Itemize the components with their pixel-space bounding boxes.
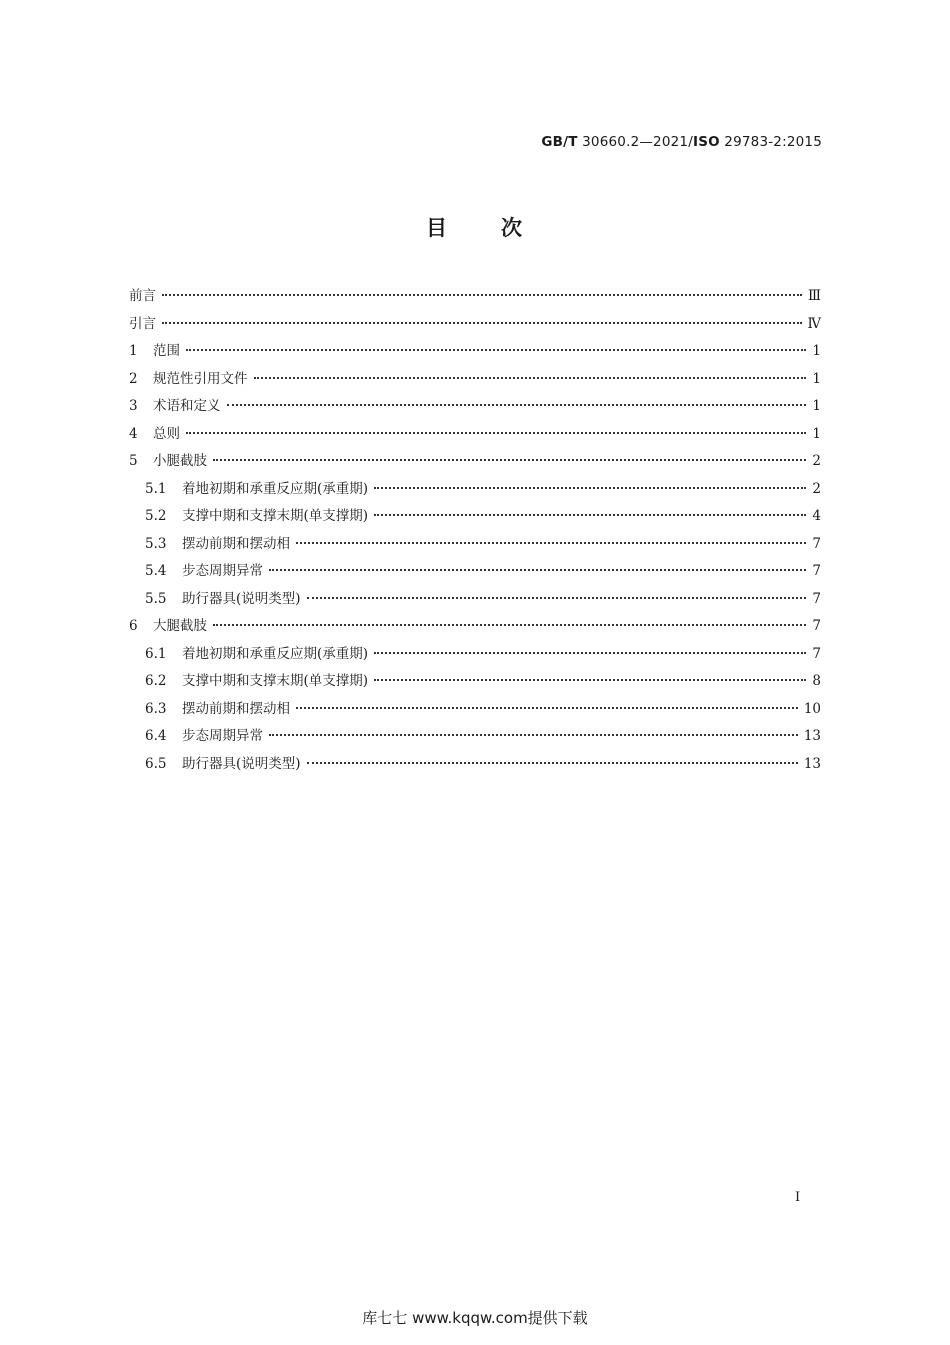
toc-entry-page: 7 xyxy=(812,618,821,634)
toc-leader-dots xyxy=(186,432,806,434)
toc-entry-label: 支撑中期和支撑末期(单支撑期) xyxy=(182,673,369,689)
page-number: I xyxy=(795,1190,801,1205)
toc-entry-number: 6.3 xyxy=(145,700,167,717)
toc-entry-number: 4 xyxy=(129,425,138,442)
toc-entry-label: 范围 xyxy=(153,343,180,359)
toc-leader-dots xyxy=(213,459,806,461)
toc-leader-dots xyxy=(374,487,806,489)
toc-entry-label: 助行器具(说明类型) xyxy=(182,590,301,607)
toc-entry[interactable] xyxy=(129,422,821,450)
table-of-contents xyxy=(129,284,821,779)
toc-entry-page: 1 xyxy=(812,398,821,414)
toc-leader-dots xyxy=(254,377,807,379)
toc-entry-label: 支撑中期和支撑末期(单支撑期) xyxy=(182,508,369,524)
standard-prefix: GB/T xyxy=(541,134,578,150)
toc-entry-page: 7 xyxy=(812,590,821,607)
toc-entry-number: 2 xyxy=(129,370,138,387)
toc-entry-label: 引言 xyxy=(129,315,156,332)
toc-entry-page: 1 xyxy=(812,425,821,442)
toc-entry[interactable] xyxy=(129,669,821,697)
footer-watermark: 库七七 www.kqqw.com提供下载 xyxy=(362,1309,588,1327)
toc-entry-label: 小腿截肢 xyxy=(153,453,207,469)
toc-leader-dots xyxy=(307,597,807,599)
toc-leader-dots xyxy=(213,624,806,626)
toc-leader-dots xyxy=(374,652,806,654)
toc-entry-label: 摆动前期和摆动相 xyxy=(182,535,290,552)
title-char-2: 次 xyxy=(501,216,524,240)
iso-code: 29783-2:2015 xyxy=(719,134,822,150)
toc-entry-label: 术语和定义 xyxy=(153,398,221,414)
toc-entry[interactable] xyxy=(129,752,821,780)
toc-entry-page: Ⅲ xyxy=(807,288,821,304)
toc-entry-label: 大腿截肢 xyxy=(153,618,207,634)
toc-leader-dots xyxy=(374,514,806,516)
toc-leader-dots xyxy=(374,679,806,681)
toc-entry-page: 10 xyxy=(803,700,821,717)
toc-entry-number: 6.1 xyxy=(145,645,167,662)
toc-entry-page: 8 xyxy=(812,673,821,689)
toc-entry[interactable] xyxy=(129,532,821,560)
toc-entry-page: 1 xyxy=(812,343,821,359)
toc-leader-dots xyxy=(227,404,807,406)
toc-entry[interactable] xyxy=(129,339,821,367)
toc-entry[interactable] xyxy=(129,587,821,615)
title-char-1: 目 xyxy=(426,216,449,240)
toc-entry-number: 6.2 xyxy=(145,673,167,689)
toc-entry[interactable] xyxy=(129,642,821,670)
toc-leader-dots xyxy=(296,707,798,709)
toc-leader-dots xyxy=(296,542,806,544)
toc-entry-number: 1 xyxy=(129,343,138,359)
toc-entry-page: 4 xyxy=(812,508,821,524)
toc-entry-label: 助行器具(说明类型) xyxy=(182,755,301,772)
toc-entry-label: 着地初期和承重反应期(承重期) xyxy=(182,645,369,662)
toc-leader-dots xyxy=(162,322,802,324)
toc-entry-label: 规范性引用文件 xyxy=(153,370,248,387)
page-title xyxy=(0,212,950,242)
toc-entry-number: 5.2 xyxy=(145,508,167,524)
toc-entry-label: 摆动前期和摆动相 xyxy=(182,700,290,717)
toc-entry[interactable] xyxy=(129,449,821,477)
toc-entry-number: 3 xyxy=(129,398,138,414)
toc-entry-page: 7 xyxy=(812,645,821,662)
toc-entry-number: 5.5 xyxy=(145,590,167,607)
toc-leader-dots xyxy=(186,349,806,351)
toc-entry-label: 步态周期异常 xyxy=(182,563,263,579)
toc-entry-page: 7 xyxy=(812,563,821,579)
toc-entry-number: 6.5 xyxy=(145,755,167,772)
toc-entry-page: 2 xyxy=(812,480,821,497)
toc-leader-dots xyxy=(269,569,806,571)
standard-code: 30660.2—2021/ xyxy=(577,134,693,150)
toc-entry[interactable] xyxy=(129,504,821,532)
toc-entry-number: 5.1 xyxy=(145,480,167,497)
toc-leader-dots xyxy=(269,734,798,736)
iso-prefix: ISO xyxy=(692,134,720,150)
toc-entry[interactable] xyxy=(129,614,821,642)
toc-entry-page: 13 xyxy=(803,755,821,772)
toc-entry[interactable] xyxy=(129,697,821,725)
toc-entry[interactable] xyxy=(129,559,821,587)
toc-entry-page: 2 xyxy=(812,453,821,469)
toc-entry-number: 6.4 xyxy=(145,728,167,744)
toc-entry-page: Ⅳ xyxy=(807,315,821,332)
toc-entry-label: 总则 xyxy=(153,425,180,442)
toc-leader-dots xyxy=(162,294,802,296)
toc-entry-number: 6 xyxy=(129,618,138,634)
toc-entry-page: 1 xyxy=(812,370,821,387)
toc-entry-label: 步态周期异常 xyxy=(182,728,263,744)
toc-entry[interactable] xyxy=(129,367,821,395)
toc-entry-label: 着地初期和承重反应期(承重期) xyxy=(182,480,369,497)
toc-entry-number: 5.3 xyxy=(145,535,167,552)
toc-entry[interactable] xyxy=(129,477,821,505)
toc-entry-number: 5 xyxy=(129,453,138,469)
toc-entry-number: 5.4 xyxy=(145,563,167,579)
toc-entry-page: 13 xyxy=(803,728,821,744)
toc-leader-dots xyxy=(307,762,798,764)
toc-entry[interactable] xyxy=(129,394,821,422)
toc-entry[interactable] xyxy=(129,284,821,312)
toc-entry-label: 前言 xyxy=(129,288,156,304)
toc-entry[interactable] xyxy=(129,724,821,752)
toc-entry-page: 7 xyxy=(812,535,821,552)
standard-number xyxy=(541,134,822,150)
toc-entry[interactable] xyxy=(129,312,821,340)
